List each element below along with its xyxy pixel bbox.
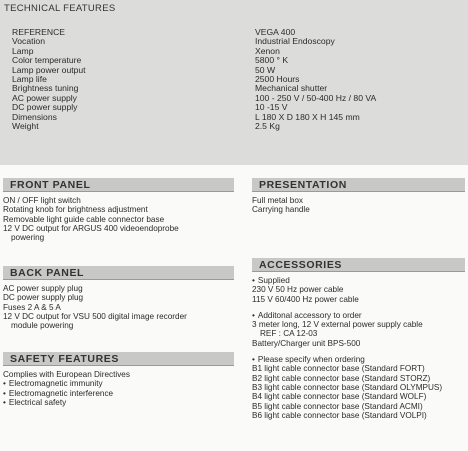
accessories-ordering-item: B4 light cable connector base (Standard WOLF) (252, 392, 427, 402)
front-panel-heading: FRONT PANEL (3, 178, 234, 192)
accessories-supplied-item: 115 V 60/400 Hz power cable (252, 294, 359, 304)
back-panel-section (3, 266, 234, 330)
spacer (252, 348, 465, 355)
spec-value: Xenon (255, 45, 280, 56)
spec-row (12, 37, 376, 46)
accessories-supplied-head: • Supplied (252, 276, 465, 285)
accessories-supplied-item: 230 V 50 Hz power cable (252, 285, 344, 295)
spec-label: Lamp (12, 45, 34, 56)
front-panel-section (3, 178, 234, 242)
presentation-line: Carrying handle (252, 205, 310, 215)
safety-item: • Electromagnetic interference (3, 389, 234, 398)
spec-label: Vocation (12, 36, 45, 47)
safety-item: • Electromagnetic immunity (3, 379, 234, 388)
spec-value: Industrial Endoscopy (255, 36, 335, 47)
accessories-additional-head: • Additonal accessory to order (252, 311, 465, 320)
spec-row (12, 113, 376, 122)
safety-heading: SAFETY FEATURES (3, 352, 234, 366)
spec-value: Mechanical shutter (255, 83, 328, 94)
spec-label: Color temperature (12, 55, 82, 66)
accessories-additional-item: Battery/Charger unit BPS-500 (252, 338, 361, 348)
accessories-ordering-item: B5 light cable connector base (Standard ACMI) (252, 401, 423, 411)
spec-value: 2.5 Kg (255, 120, 280, 131)
accessories-body (252, 276, 465, 420)
spec-label: REFERENCE (12, 27, 66, 37)
front-panel-line: Removable light guide cable connector base (3, 214, 165, 224)
accessories-section (252, 258, 465, 420)
technical-features-title: TECHNICAL FEATURES (4, 3, 116, 14)
front-panel-line: powering (11, 233, 45, 243)
front-panel-line: ON / OFF light switch (3, 196, 81, 205)
spec-label: AC power supply (12, 92, 77, 103)
front-panel-body (3, 196, 234, 242)
spec-value: 2500 Hours (255, 73, 300, 84)
accessories-ordering-item: B6 light cable connector base (Standard VOLPI) (252, 410, 427, 420)
spec-row (12, 122, 376, 131)
presentation-line: Full metal box (252, 196, 303, 205)
back-panel-line: AC power supply plug (3, 284, 83, 293)
accessories-ordering-item: B3 light cable connector base (Standard OLYMPUS) (252, 382, 443, 392)
accessories-ordering-item: B2 light cable connector base (Standard STORZ) (252, 373, 431, 383)
technical-features-panel (0, 0, 468, 165)
back-panel-line: Fuses 2 A & 5 A (3, 302, 61, 312)
spec-label: Dimensions (12, 111, 57, 122)
spec-value: L 180 X D 180 X H 145 mm (255, 111, 360, 122)
spec-row (12, 66, 376, 75)
front-panel-line: 12 V DC output for ARGUS 400 videoendoprobe (3, 223, 179, 233)
spec-value: VEGA 400 (255, 27, 296, 37)
spec-value: 100 - 250 V / 50-400 Hz / 80 VA (255, 92, 377, 103)
back-panel-line: module powering (11, 321, 74, 331)
spec-value: 5800 ° K (255, 55, 289, 66)
accessories-ordering-item: B1 light cable connector base (Standard FORT) (252, 364, 425, 374)
presentation-heading: PRESENTATION (252, 178, 465, 192)
spec-label: Weight (12, 120, 39, 131)
back-panel-heading: BACK PANEL (3, 266, 234, 280)
front-panel-line: Rotating knob for brightness adjustment (3, 205, 148, 215)
accessories-additional-item: REF : CA 12-03 (260, 329, 318, 339)
presentation-body (252, 196, 465, 215)
safety-item: • Electrical safety (3, 398, 234, 407)
safety-body (3, 370, 234, 407)
back-panel-line: 12 V DC output for VSU 500 digital image recorder (3, 311, 187, 321)
spec-label: Lamp life (12, 73, 47, 84)
accessories-ordering-head: • Please specify when ordering (252, 355, 465, 364)
spec-value: 50 W (255, 64, 276, 75)
accessories-additional-item: 3 meter long, 12 V external power supply cable (252, 320, 423, 330)
spec-value: 10 -15 V (255, 102, 288, 113)
back-panel-line: DC power supply plug (3, 293, 84, 303)
spec-label: Brightness tuning (12, 83, 79, 94)
safety-intro: Complies with European Directives (3, 370, 130, 379)
spacer (252, 304, 465, 311)
spec-label: Lamp power output (12, 64, 86, 75)
safety-section (3, 352, 234, 407)
spec-label: DC power supply (12, 102, 78, 113)
back-panel-body (3, 284, 234, 330)
accessories-heading: ACCESSORIES (252, 258, 465, 272)
presentation-section (252, 178, 465, 215)
spec-table (12, 28, 376, 131)
